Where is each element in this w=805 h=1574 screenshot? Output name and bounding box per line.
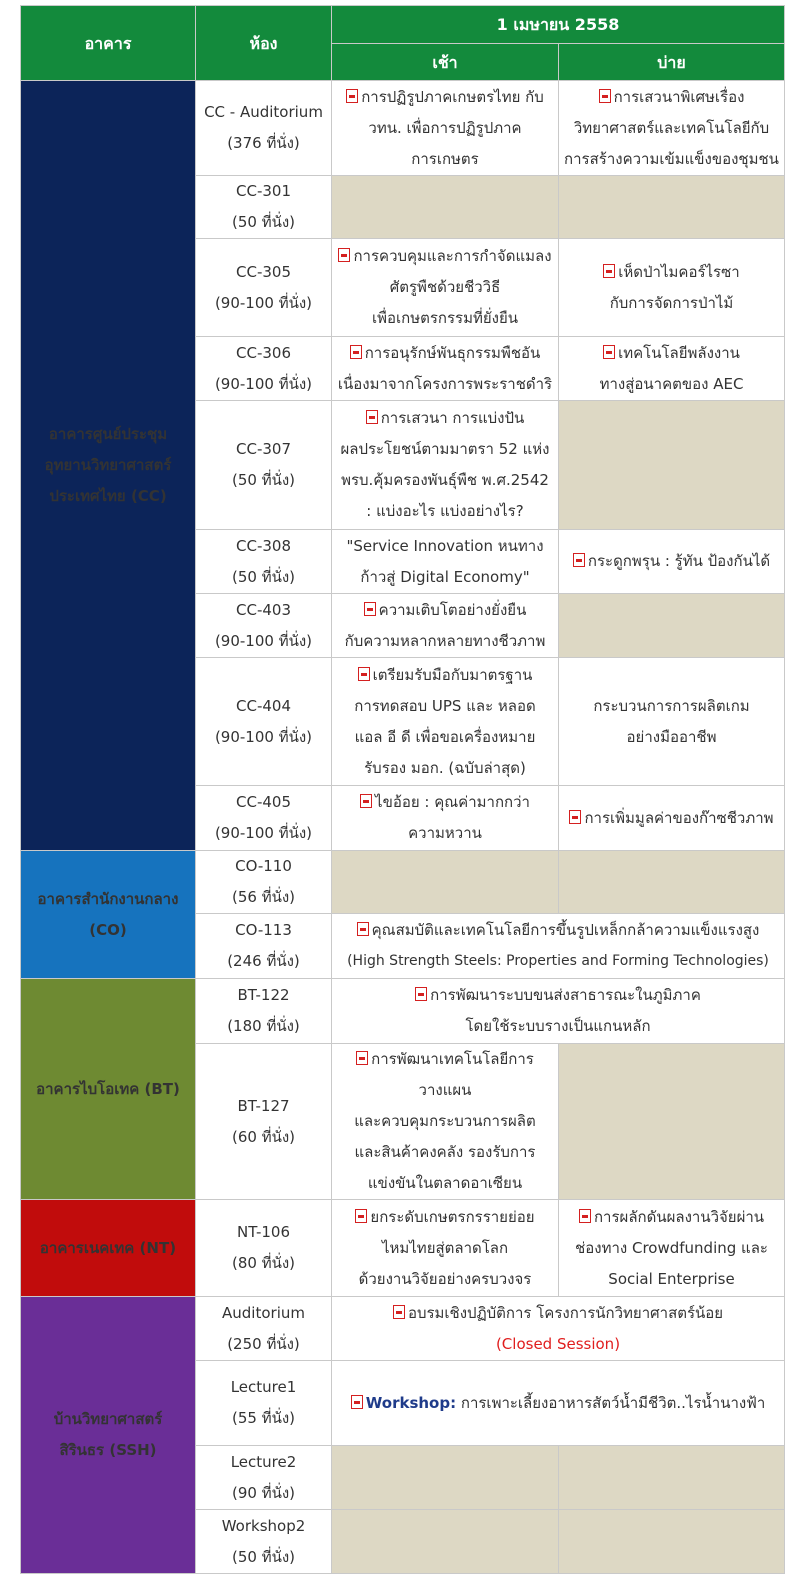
room-name: Auditorium bbox=[222, 1303, 305, 1322]
session-morning[interactable] bbox=[332, 401, 559, 530]
room-capacity: (376 ที่นั่ง) bbox=[227, 134, 300, 152]
session-line: เทคโนโลยีพลังงาน bbox=[563, 338, 780, 369]
room-name: CO-113 bbox=[235, 921, 292, 939]
room-capacity: (90 ที่นั่ง) bbox=[231, 1483, 296, 1502]
session-line: แอล อี ดี เพื่อขอเครื่องหมาย bbox=[354, 727, 536, 746]
session-line: การเกษตร bbox=[411, 149, 479, 168]
empty-slot bbox=[332, 176, 559, 239]
building-cc-line-2: อุทยานวิทยาศาสตร์ bbox=[44, 456, 172, 474]
building-ssh-line-1: บ้านวิทยาศาสตร์ bbox=[53, 1410, 163, 1428]
session-line[interactable]: "Service Innovation หนทาง bbox=[346, 536, 544, 555]
room-name: CC-405 bbox=[236, 793, 291, 811]
header-date: 1 เมษายน 2558 bbox=[332, 6, 785, 44]
room-capacity: (90-100 ที่นั่ง) bbox=[214, 293, 313, 312]
session-line: การพัฒนาเทคโนโลยีการวางแผน bbox=[336, 1044, 554, 1106]
room-capacity: (250 ที่นั่ง) bbox=[227, 1334, 300, 1353]
session-line: ศัตรูพืชด้วยชีววิธี bbox=[389, 278, 501, 296]
room-name: Lecture1 bbox=[230, 1378, 297, 1396]
session-line: ด้วยงานวิจัยอย่างครบวงจร bbox=[358, 1269, 532, 1288]
pdf-icon[interactable] bbox=[364, 602, 376, 616]
session-line: แข่งขันในตลาดอาเซียน bbox=[367, 1174, 523, 1192]
room-capacity: (55 ที่นั่ง) bbox=[231, 1409, 296, 1427]
session-line: การเพิ่มมูลค่าของก๊าซชีวภาพ bbox=[563, 803, 780, 834]
empty-slot bbox=[332, 1510, 559, 1574]
room-capacity: (90-100 ที่นั่ง) bbox=[214, 631, 313, 650]
session-line: กับการจัดการป่าไม้ bbox=[609, 293, 734, 312]
room-cell bbox=[196, 786, 332, 851]
session-line: การอนุรักษ์พันธุกรรมพืชอัน bbox=[336, 338, 554, 369]
building-ssh-line-2: สิรินธร (SSH) bbox=[59, 1441, 157, 1459]
workshop-label[interactable]: Workshop: bbox=[365, 1393, 457, 1412]
room-cell bbox=[196, 1297, 332, 1361]
building-cc-line-3: ประเทศไทย (CC) bbox=[49, 487, 167, 505]
session-line: (High Strength Steels: Properties and Forming Technologies) bbox=[347, 953, 769, 969]
room-name: CO-110 bbox=[235, 857, 292, 875]
room-capacity: (246 ที่นั่ง) bbox=[227, 952, 300, 970]
room-name: NT-106 bbox=[236, 1223, 291, 1241]
session-line: การสร้างความเข้มแข็งของชุมชน bbox=[564, 149, 779, 168]
session-afternoon bbox=[559, 658, 785, 786]
room-cell bbox=[196, 1200, 332, 1297]
pdf-icon[interactable] bbox=[350, 345, 362, 359]
session-line: และควบคุมกระบวนการผลิต bbox=[354, 1112, 536, 1130]
pdf-icon[interactable] bbox=[579, 1209, 591, 1223]
empty-slot bbox=[559, 1044, 785, 1200]
session-line: ยกระดับเกษตรกรรายย่อย bbox=[336, 1202, 554, 1233]
session-line: ความเติบโตอย่างยั่งยืน bbox=[336, 595, 554, 626]
session-line: ไขอ้อย : คุณค่ามากกว่า bbox=[336, 787, 554, 818]
session-line: ทางสู่อนาคตของ AEC bbox=[599, 374, 744, 393]
empty-slot bbox=[559, 1510, 785, 1574]
pdf-icon[interactable] bbox=[346, 89, 358, 103]
room-capacity: (56 ที่นั่ง) bbox=[231, 888, 296, 906]
building-bt-line-1: อาคารไบโอเทค (BT) bbox=[36, 1079, 180, 1098]
room-name: Workshop2 bbox=[221, 1516, 306, 1535]
header-morning: เช้า bbox=[332, 44, 559, 81]
session-line: กับความหลากหลายทางชีวภาพ bbox=[344, 631, 546, 650]
session-line: Social Enterprise bbox=[608, 1269, 735, 1288]
room-name: BT-127 bbox=[237, 1096, 290, 1115]
session-line: พรบ.คุ้มครองพันธุ์พืช พ.ศ.2542 bbox=[341, 471, 549, 489]
room-name: CC-305 bbox=[236, 262, 291, 281]
room-name: CC-403 bbox=[236, 600, 291, 619]
session-line: กระดูกพรุน : รู้ทัน ป้องกันได้ bbox=[563, 546, 780, 577]
session-line: ช่องทาง Crowdfunding และ bbox=[575, 1238, 768, 1257]
room-cell bbox=[196, 1510, 332, 1574]
session-full-day[interactable] bbox=[332, 1297, 785, 1361]
pdf-icon[interactable] bbox=[603, 264, 615, 278]
room-name: CC-306 bbox=[236, 343, 291, 362]
session-afternoon[interactable] bbox=[559, 1200, 785, 1297]
pdf-icon[interactable] bbox=[360, 794, 372, 808]
room-cell bbox=[196, 81, 332, 176]
session-afternoon[interactable] bbox=[559, 337, 785, 401]
session-full-day[interactable] bbox=[332, 914, 785, 979]
room-cell bbox=[196, 979, 332, 1044]
session-morning[interactable] bbox=[332, 658, 559, 786]
schedule-table bbox=[20, 5, 785, 1574]
pdf-icon[interactable] bbox=[355, 1209, 367, 1223]
session-morning[interactable] bbox=[332, 1200, 559, 1297]
room-capacity: (50 ที่นั่ง) bbox=[231, 213, 296, 231]
room-cell bbox=[196, 337, 332, 401]
room-capacity: (180 ที่นั่ง) bbox=[227, 1017, 300, 1035]
session-line: ผลประโยชน์ตามมาตรา 52 แห่ง bbox=[340, 440, 550, 458]
session-line: และสินค้าคงคลัง รองรับการ bbox=[354, 1143, 536, 1161]
session-afternoon[interactable] bbox=[559, 530, 785, 594]
building-co-line-2: (CO) bbox=[89, 920, 127, 939]
building-bt bbox=[21, 979, 196, 1200]
header-building: อาคาร bbox=[21, 6, 196, 81]
pdf-icon[interactable] bbox=[356, 1051, 368, 1065]
session-afternoon[interactable] bbox=[559, 81, 785, 176]
empty-slot bbox=[559, 401, 785, 530]
pdf-icon[interactable] bbox=[573, 553, 585, 567]
session-morning[interactable] bbox=[332, 1044, 559, 1200]
room-cell bbox=[196, 530, 332, 594]
pdf-icon[interactable] bbox=[358, 667, 370, 681]
session-line: วทน. เพื่อการปฏิรูปภาค bbox=[368, 118, 522, 137]
pdf-icon[interactable] bbox=[415, 987, 427, 1001]
session-morning[interactable] bbox=[332, 786, 559, 851]
pdf-icon[interactable] bbox=[599, 89, 611, 103]
session-line: คุณสมบัติและเทคโนโลยีการขึ้นรูปเหล็กกล้าความแข็งแรงสูง bbox=[336, 915, 780, 946]
session-line: การเสวนาพิเศษเรื่อง bbox=[563, 82, 780, 113]
closed-session-note: (Closed Session) bbox=[495, 1334, 621, 1353]
session-line: อบรมเชิงปฏิบัติการ โครงการนักวิทยาศาสตร์น้อย bbox=[336, 1298, 780, 1329]
room-capacity: (50 ที่นั่ง) bbox=[231, 1547, 296, 1566]
empty-slot bbox=[559, 594, 785, 658]
session-line: อย่างมืออาชีพ bbox=[626, 727, 717, 746]
room-name: CC-308 bbox=[236, 536, 291, 555]
room-cell bbox=[196, 1446, 332, 1510]
building-nt-line-1: อาคารเนคเทค (NT) bbox=[39, 1238, 177, 1257]
room-capacity: (90-100 ที่นั่ง) bbox=[214, 727, 313, 746]
session-line: กระบวนการการผลิตเกม bbox=[593, 696, 750, 715]
room-name: CC-404 bbox=[236, 696, 291, 715]
session-line: การเสวนา การแบ่งปัน bbox=[336, 403, 554, 434]
building-co bbox=[21, 851, 196, 979]
room-capacity: (80 ที่นั่ง) bbox=[231, 1254, 296, 1272]
room-capacity: (50 ที่นั่ง) bbox=[231, 567, 296, 586]
room-capacity: (90-100 ที่นั่ง) bbox=[214, 374, 313, 393]
building-ssh bbox=[21, 1297, 196, 1574]
session-full-day[interactable] bbox=[332, 979, 785, 1044]
room-name: BT-122 bbox=[237, 986, 290, 1004]
pdf-icon[interactable] bbox=[366, 410, 378, 424]
pdf-icon[interactable] bbox=[393, 1305, 405, 1319]
pdf-icon[interactable] bbox=[569, 810, 581, 824]
session-morning[interactable] bbox=[332, 530, 559, 594]
session-line: การผลักดันผลงานวิจัยผ่าน bbox=[563, 1202, 780, 1233]
session-line: : แบ่งอะไร แบ่งอย่างไร? bbox=[366, 502, 524, 520]
room-cell bbox=[196, 658, 332, 786]
pdf-icon[interactable] bbox=[357, 922, 369, 936]
session-afternoon[interactable] bbox=[559, 786, 785, 851]
session-full-day[interactable] bbox=[332, 1361, 785, 1446]
room-cell bbox=[196, 401, 332, 530]
empty-slot bbox=[332, 851, 559, 914]
room-cell bbox=[196, 914, 332, 979]
room-name: CC-307 bbox=[236, 440, 291, 458]
pdf-icon[interactable] bbox=[351, 1395, 363, 1409]
session-line: เนื่องมาจากโครงการพระราชดำริ bbox=[337, 374, 553, 393]
session-line: การทดสอบ UPS และ หลอด bbox=[354, 696, 536, 715]
header-afternoon: บ่าย bbox=[559, 44, 785, 81]
building-nt bbox=[21, 1200, 196, 1297]
session-morning[interactable] bbox=[332, 81, 559, 176]
empty-slot bbox=[332, 1446, 559, 1510]
room-cell bbox=[196, 239, 332, 337]
session-afternoon[interactable] bbox=[559, 239, 785, 337]
room-name: CC - Auditorium bbox=[204, 103, 323, 121]
session-line: การพัฒนาระบบขนส่งสาธารณะในภูมิภาค bbox=[336, 980, 780, 1011]
room-name: Lecture2 bbox=[230, 1452, 297, 1471]
pdf-icon[interactable] bbox=[603, 345, 615, 359]
room-cell bbox=[196, 1044, 332, 1200]
session-line: การปฏิรูปภาคเกษตรไทย กับ bbox=[336, 82, 554, 113]
session-morning[interactable] bbox=[332, 337, 559, 401]
session-line: วิทยาศาสตร์และเทคโนโลยีกับ bbox=[573, 118, 770, 137]
empty-slot bbox=[559, 1446, 785, 1510]
building-co-line-1: อาคารสำนักงานกลาง bbox=[37, 889, 179, 908]
room-cell bbox=[196, 851, 332, 914]
room-capacity: (50 ที่นั่ง) bbox=[231, 471, 296, 489]
session-line: รับรอง มอก. (ฉบับล่าสุด) bbox=[364, 758, 526, 777]
session-line: การควบคุมและการกำจัดแมลง bbox=[336, 241, 554, 272]
session-line: ก้าวสู่ Digital Economy" bbox=[360, 567, 530, 586]
session-morning[interactable] bbox=[332, 594, 559, 658]
session-line: เพื่อเกษตรกรรมที่ยั่งยืน bbox=[371, 309, 519, 327]
session-line: ความหวาน bbox=[408, 824, 482, 842]
session-line: โดยใช้ระบบรางเป็นแกนหลัก bbox=[465, 1017, 651, 1035]
pdf-icon[interactable] bbox=[338, 248, 350, 262]
room-capacity: (90-100 ที่นั่ง) bbox=[214, 824, 313, 842]
room-name: CC-301 bbox=[236, 182, 291, 200]
building-cc-line-1: อาคารศูนย์ประชุม bbox=[48, 425, 168, 443]
session-morning[interactable] bbox=[332, 239, 559, 337]
room-cell bbox=[196, 1361, 332, 1446]
session-line: เห็ดป่าไมคอร์ไรซา bbox=[563, 257, 780, 288]
session-line: Workshop: การเพาะเลี้ยงอาหารสัตว์น้ำมีชีวิต..ไรน้ำนางฟ้า bbox=[336, 1388, 780, 1419]
header-room: ห้อง bbox=[196, 6, 332, 81]
empty-slot bbox=[559, 176, 785, 239]
session-line: ไหมไทยสู่ตลาดโลก bbox=[381, 1238, 509, 1257]
building-cc bbox=[21, 81, 196, 851]
room-cell bbox=[196, 594, 332, 658]
session-line: เตรียมรับมือกับมาตรฐาน bbox=[336, 660, 554, 691]
room-cell bbox=[196, 176, 332, 239]
room-capacity: (60 ที่นั่ง) bbox=[231, 1127, 296, 1146]
empty-slot bbox=[559, 851, 785, 914]
